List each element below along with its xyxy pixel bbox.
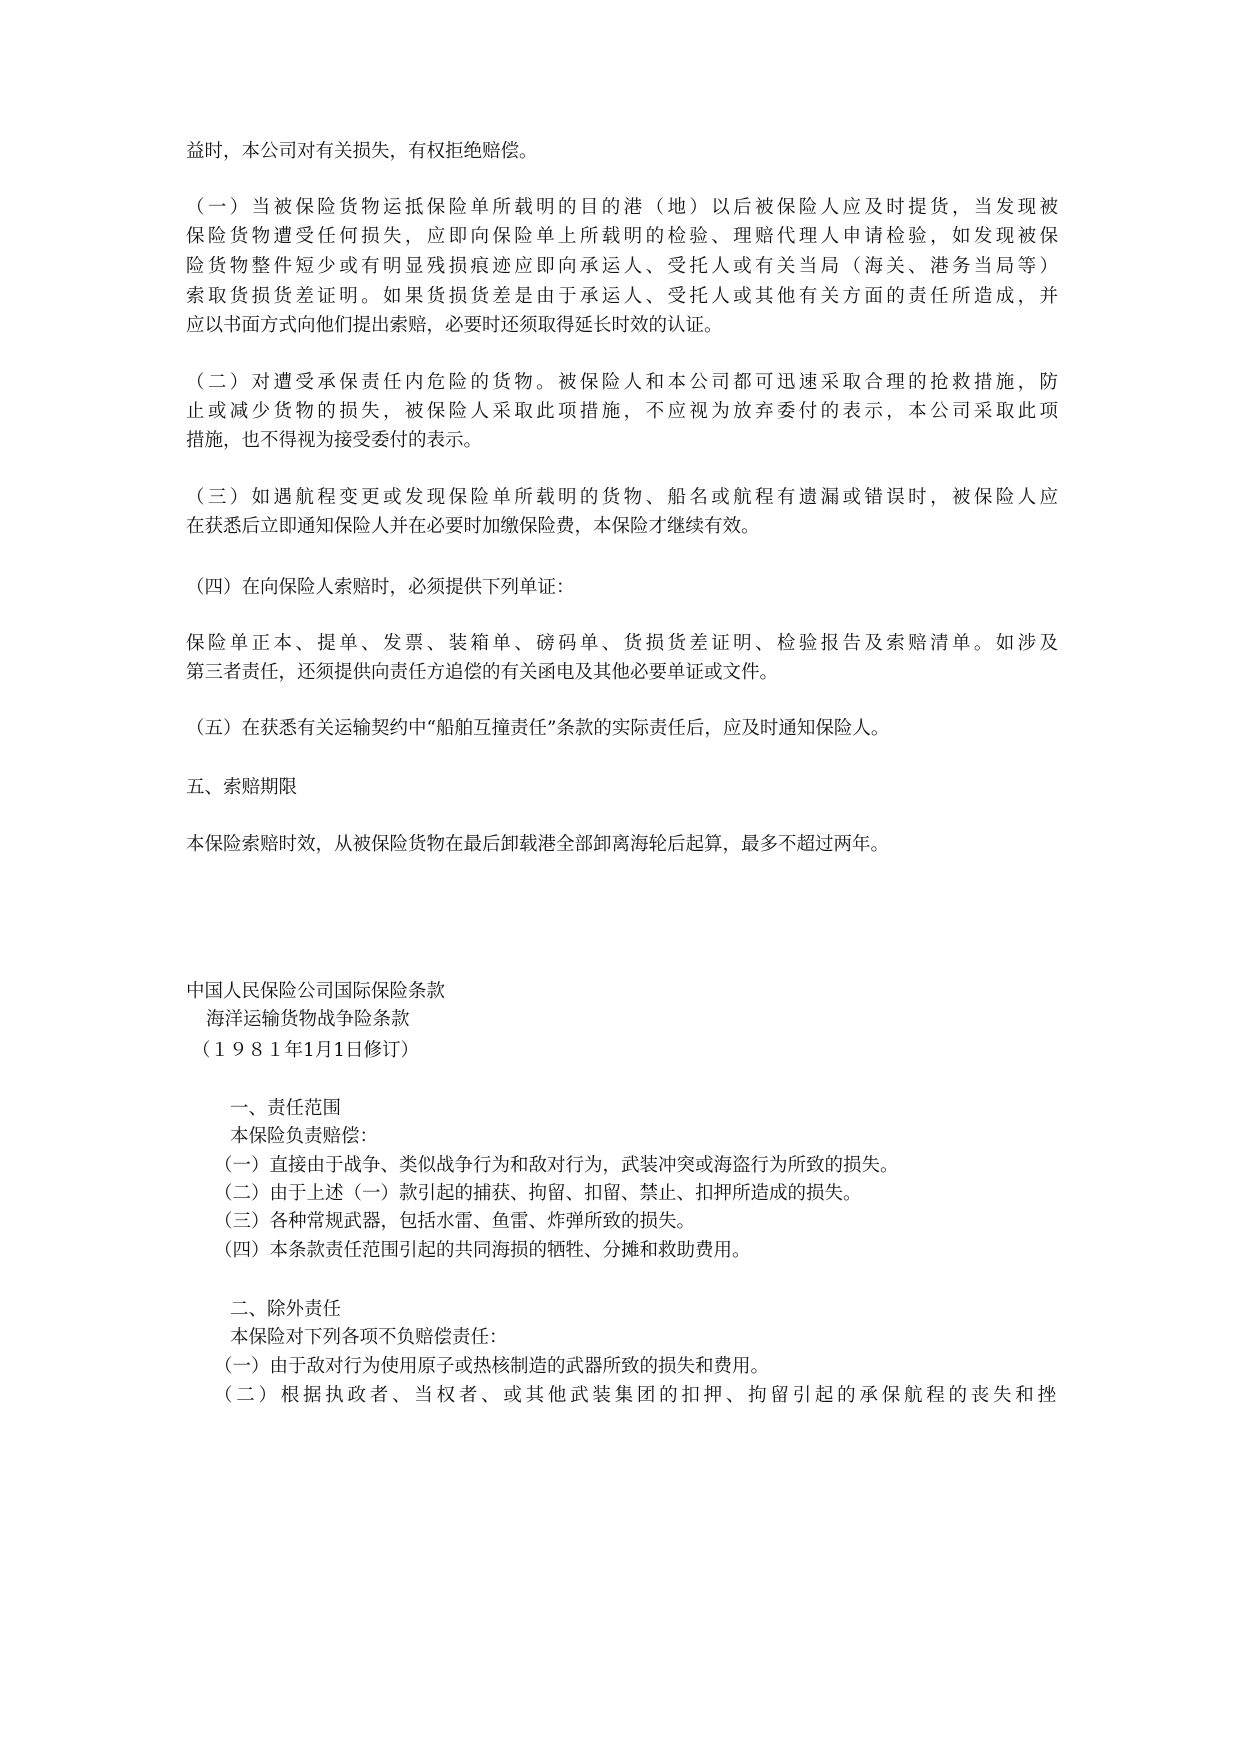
para1-line: 应以书面方式向他们提出索赔，必要时还须取得延长时效的认证。 bbox=[186, 315, 723, 336]
para3-line: （三）如遇航程变更或发现保险单所载明的货物、船名或航程有遗漏或错误时，被保险人应 bbox=[186, 487, 1058, 508]
para1-line: 险货物整件短少或有明显残损痕迹应即向承运人、受托人或有关当局（海关、港务当局等） bbox=[186, 256, 1058, 277]
s1-item: （一）直接由于战争、类似战争行为和敌对行为，武装冲突或海盗行为所致的损失。 bbox=[214, 1155, 899, 1176]
para4-docs-line: 保险单正本、提单、发票、装箱单、磅码单、货损货差证明、检验报告及索赔清单。如涉及 bbox=[186, 633, 1058, 654]
para4: （四）在向保险人索赔时，必须提供下列单证： bbox=[186, 577, 575, 598]
para2-line: 止或减少货物的损失，被保险人采取此项措施，不应视为放弃委付的表示，本公司采取此项 bbox=[186, 401, 1058, 422]
para2-line: （二）对遭受承保责任内危险的货物。被保险人和本公司都可迅速采取合理的抢救措施，防 bbox=[186, 372, 1058, 393]
para3-line: 在获悉后立即通知保险人并在必要时加缴保险费，本保险才继续有效。 bbox=[186, 516, 760, 537]
revision-date: （１９８１年1月1日修订） bbox=[192, 1040, 420, 1061]
s1-item: （三）各种常规武器，包括水雷、鱼雷、炸弹所致的损失。 bbox=[214, 1211, 696, 1232]
s2-item: （一）由于敌对行为使用原子或热核制造的武器所致的损失和费用。 bbox=[214, 1356, 770, 1377]
s1-heading: 一、责任范围 bbox=[230, 1098, 342, 1119]
para1-line: 保险货物遭受任何损失，应即向保险单上所载明的检验、理赔代理人申请检验，如发现被保 bbox=[186, 226, 1058, 247]
org-title: 中国人民保险公司国际保险条款 bbox=[186, 981, 446, 1002]
s2-intro: 本保险对下列各项不负赔偿责任： bbox=[230, 1327, 508, 1348]
intro-tail: 益时，本公司对有关损失，有权拒绝赔偿。 bbox=[186, 141, 538, 162]
section5-text: 本保险索赔时效，从被保险货物在最后卸载港全部卸离海轮后起算，最多不超过两年。 bbox=[186, 834, 890, 855]
section5-heading: 五、索赔期限 bbox=[186, 777, 298, 798]
s1-item: （二）由于上述（一）款引起的捕获、拘留、扣留、禁止、扣押所造成的损失。 bbox=[214, 1183, 862, 1204]
para1-line: 索取货损货差证明。如果货损货差是由于承运人、受托人或其他有关方面的责任所造成，并 bbox=[186, 286, 1058, 307]
clause-title: 海洋运输货物战争险条款 bbox=[206, 1009, 410, 1030]
s2-heading: 二、除外责任 bbox=[230, 1299, 342, 1320]
para4-docs-line: 第三者责任，还须提供向责任方追偿的有关函电及其他必要单证或文件。 bbox=[186, 662, 779, 683]
s1-item: （四）本条款责任范围引起的共同海损的牺牲、分摊和救助费用。 bbox=[214, 1240, 751, 1261]
para1-line: （一）当被保险货物运抵保险单所载明的目的港（地）以后被保险人应及时提货，当发现被 bbox=[186, 197, 1058, 218]
para5: （五）在获悉有关运输契约中“船舶互撞责任”条款的实际责任后，应及时通知保险人。 bbox=[186, 718, 890, 739]
s1-intro: 本保险负责赔偿： bbox=[230, 1126, 379, 1147]
s2-item: （二）根据执政者、当权者、或其他武装集团的扣押、拘留引起的承保航程的丧失和挫 bbox=[214, 1385, 1056, 1406]
para2-line: 措施，也不得视为接受委付的表示。 bbox=[186, 430, 483, 451]
